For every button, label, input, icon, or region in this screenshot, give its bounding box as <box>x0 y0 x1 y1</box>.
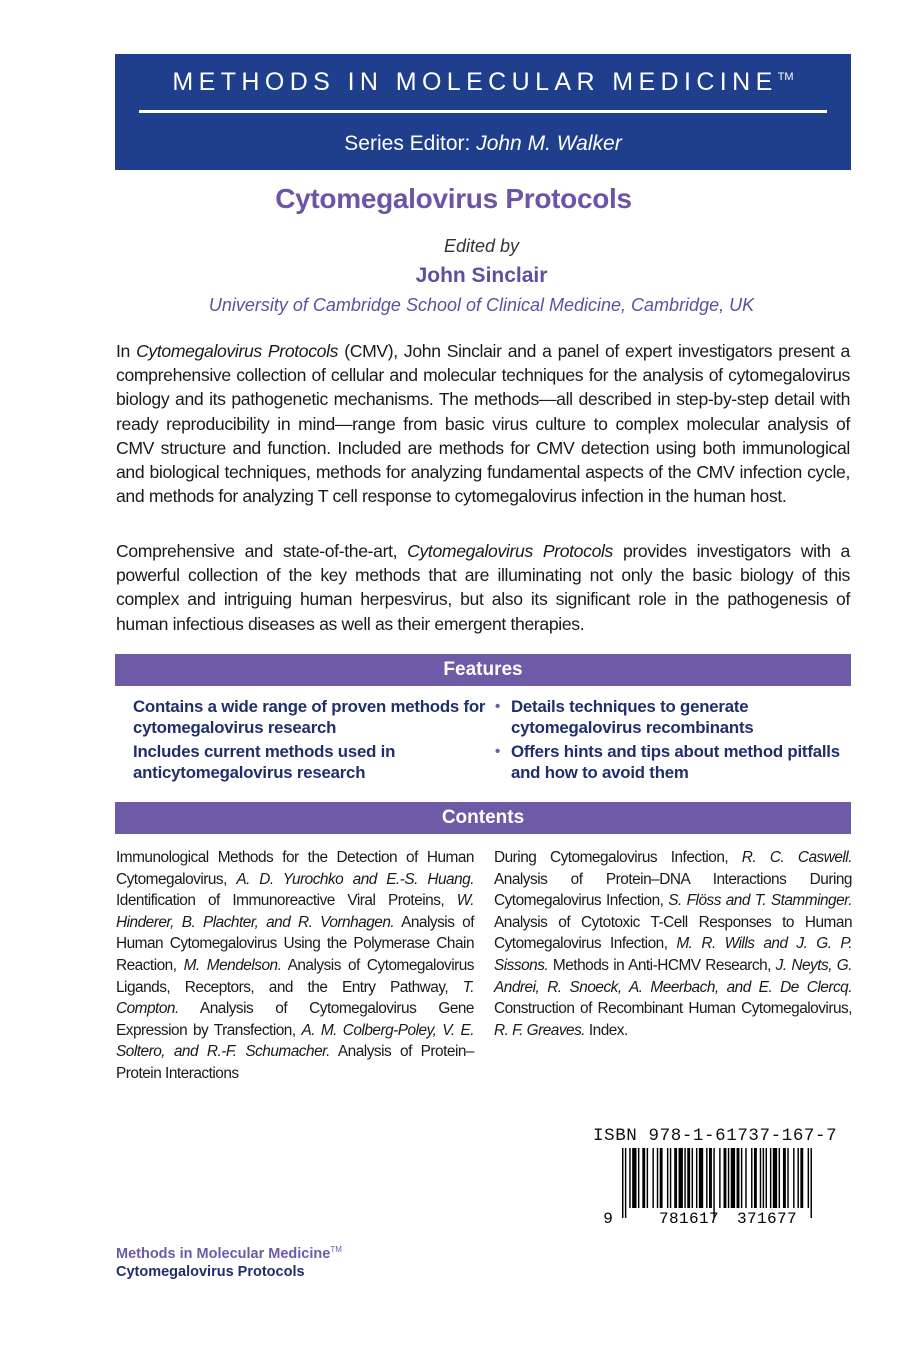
series-editor-name: John M. Walker <box>476 132 622 155</box>
barcode-bar <box>667 1148 668 1208</box>
barcode-bar <box>696 1148 697 1208</box>
barcode-bar <box>770 1148 771 1208</box>
barcode-bar <box>793 1148 794 1208</box>
barcode-bar <box>719 1148 720 1208</box>
barcode-bar <box>679 1148 683 1208</box>
series-header <box>115 54 851 170</box>
description-paragraph-2: Comprehensive and state-of-the-art, Cytomegalovirus Protocols provides investigators with a powerful collection of the key methods that are illuminating not only the basic biology of this complex and intriguing human herpesvirus, but also its significant role in the pathogenesis of human infectious diseases as well as their emergent therapies. <box>116 541 850 634</box>
barcode-bar <box>745 1148 746 1208</box>
barcode-bar <box>674 1148 677 1208</box>
feature-item: Includes current methods used in anticytomegalovirus research <box>133 742 396 782</box>
editor-affiliation: University of Cambridge School of Clinical Medicine, Cambridge, UK <box>208 295 755 315</box>
barcode-bar <box>652 1148 653 1208</box>
barcode-bar <box>728 1148 729 1208</box>
edited-by-label: Edited by <box>443 236 520 256</box>
barcode-bar <box>731 1148 735 1208</box>
footer-title: Cytomegalovirus Protocols <box>116 1264 305 1280</box>
barcode-bar <box>709 1148 712 1208</box>
contents-column-right: During Cytomegalovirus Infection, R. C. Caswell. Analysis of Protein–DNA Interactions During Cytomegalovirus Infection, S. Flöss and T. Stamminger. Analysis of Cytotoxic T-Cell Responses to Human Cytomegalovirus Infection, M. R. Wills and J. G. P. Sissons. Methods in Anti-HCMV Research, J. Neyts, G. Andrei, R. Snoeck, A. Meerbach, and E. De Clercq. Construction of Recombinant Human Cytomegalovirus, R. F. Greaves. Index. <box>494 849 852 1039</box>
barcode-bar <box>741 1148 742 1208</box>
feature-item: • Offers hints and tips about method pitfalls and how to avoid them <box>495 742 840 782</box>
feature-item: • Details techniques to generate cytomegalovirus recombinants <box>495 697 754 737</box>
barcode-bar <box>647 1148 648 1208</box>
barcode-left-digits: 781617 <box>658 1210 720 1226</box>
barcode-bar <box>687 1148 690 1208</box>
barcode-bar <box>625 1148 626 1218</box>
barcode-bar <box>670 1148 671 1208</box>
book-editor-name: John Sinclair <box>415 264 548 287</box>
barcode-bar <box>724 1148 727 1208</box>
barcode-bar <box>713 1148 714 1218</box>
series-editor: Series Editor: John M. Walker <box>344 132 622 155</box>
barcode-bar <box>692 1148 693 1208</box>
barcode-bar <box>632 1148 636 1208</box>
barcode-bar <box>657 1148 658 1208</box>
series-trademark: TM <box>777 71 794 83</box>
barcode-bar <box>763 1148 764 1208</box>
barcode-right-digits: 371677 <box>736 1210 798 1226</box>
barcode-bar <box>660 1148 663 1208</box>
book-title: Cytomegalovirus Protocols <box>275 183 632 214</box>
barcode-bar <box>797 1148 798 1208</box>
barcode-bar <box>638 1148 639 1208</box>
isbn-text: ISBN 978-1-61737-167-7 <box>593 1126 838 1146</box>
barcode <box>590 1146 820 1226</box>
barcode-bar <box>629 1148 630 1208</box>
barcode-bar <box>811 1148 812 1218</box>
barcode-bar <box>751 1148 752 1208</box>
barcode-bar <box>773 1148 777 1208</box>
barcode-bar <box>779 1148 780 1208</box>
feature-item: Contains a wide range of proven methods for cytomegalovirus research <box>133 697 486 737</box>
contents-heading: Contents <box>115 802 851 834</box>
barcode-bar <box>622 1148 623 1218</box>
features-heading: Features <box>115 654 851 686</box>
barcode-bar <box>737 1148 740 1208</box>
bullet-icon: • <box>495 743 501 760</box>
barcode-bar <box>684 1148 685 1208</box>
barcode-bar <box>754 1148 757 1208</box>
barcode-first-digit: 9 <box>603 1210 613 1226</box>
series-title: METHODS IN MOLECULAR MEDICINE™ <box>172 68 794 96</box>
barcode-bar <box>787 1148 788 1208</box>
header-rule <box>139 110 827 113</box>
barcode-bar <box>766 1148 767 1208</box>
barcode-bar <box>760 1148 761 1208</box>
barcode-bar <box>783 1148 786 1208</box>
barcode-bar <box>706 1148 707 1208</box>
description-paragraph-1: In Cytomegalovirus Protocols (CMV), John Sinclair and a panel of expert investigators present a comprehensive collection of cellular and molecular techniques for the analysis of cytomegalovirus biology and its pathogenetic mechanisms. The methods—all described in step-by-step detail with ready reproducibility in mind—range from basic virus culture to complex molecular analysis of CMV structure and function. Included are methods for CMV detection using both immunological and biological techniques, methods for analyzing fundamental aspects of the CMV infection cycle, and methods for analyzing T cell response to cytomegalovirus infection in the human host. <box>116 341 850 507</box>
contents-column-left: Immunological Methods for the Detection of Human Cytomegalovirus, A. D. Yurochko and E.-S. Huang. Identification of Immunoreactive Viral Proteins, W. Hinderer, B. Plachter, and R. Vornhagen. Analysis of Human Cytomegalovirus Using the Polymerase Chain Reaction, M. Mendelson. Analysis of Cytomegalovirus Ligands, Receptors, and the Entry Pathway, T. Compton. Analysis of Cytomegalovirus Gene Expression by Transfection, A. M. Colberg-Poley, V. E. Soltero, and R.-F. Schumacher. Analysis of Protein–Protein Interactions <box>116 849 475 1082</box>
barcode-bar <box>699 1148 703 1208</box>
barcode-bar <box>808 1148 809 1208</box>
bullet-icon: • <box>495 698 501 715</box>
barcode-bar <box>642 1148 645 1208</box>
barcode-bar <box>800 1148 803 1208</box>
footer-series: Methods in Molecular Medicine™ <box>116 1245 342 1262</box>
